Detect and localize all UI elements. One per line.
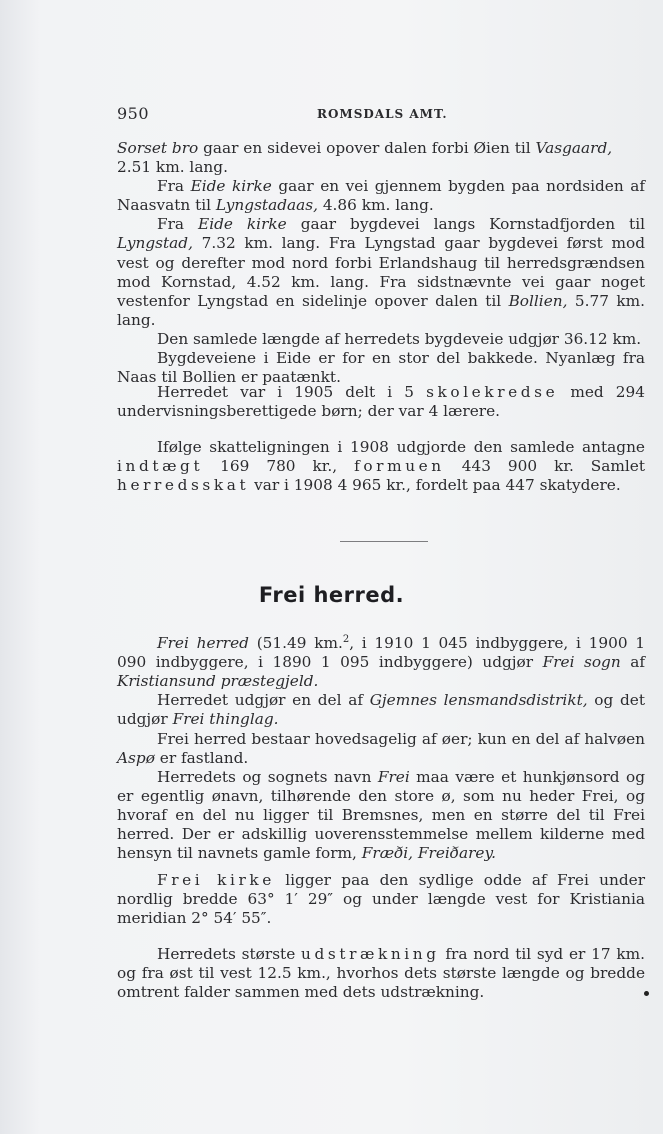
ink-speck	[644, 991, 649, 996]
paragraph-naasvatn: Fra Eide kirke gaar en vei gjennem bygden paa nordsiden af Naasvatn til Lyngstadaas, 4.86 km. lang.	[117, 177, 645, 215]
church-section	[117, 871, 645, 928]
paragraph-total-length: Den samlede længde af herredets bygdeveie udgjør 36.12 km.	[157, 329, 642, 348]
paragraph-church: Frei kirke ligger paa den sydlige odde af Frei under nordlig bredde 63° 1′ 29″ og under længde vest for Kristiania meridian 2° 54′ 55″.	[117, 871, 646, 928]
paragraph-name: Herredets og sognets navn Frei maa være et hunkjønsord og er egentlig ønavn, tilhørende den store ø, som nu heder Frei, og hvoraf en del nu ligger til Bremsnes, men en større del til Frei herred. Der er adskillig uoverensstemmelse mellem kilderne med hensyn til navnets gamle form, Fræði, Freiðarey.	[117, 767, 646, 863]
page-number: 950	[117, 104, 150, 123]
section-divider	[340, 541, 428, 542]
paragraph-frei-population: Frei herred (51.49 km.$^2$, i 1910 1 045 indbyggere, i 1900 1 090 indbyggere, i 1890 1 095 indbyggere) udgjør Frei sogn af Kristiansund præstegjeld.	[117, 634, 646, 691]
tax-section	[117, 438, 645, 495]
page-header	[117, 104, 647, 128]
extent-section	[117, 945, 645, 1002]
paragraph-extent: Herredets største udstrækning fra nord til syd er 17 km. og fra øst til vest 12.5 km., hvorhos dets største længde og bredde omtrent falder sammen med dets udstrækning.	[117, 945, 645, 1002]
place-sorset-bro: Sorset bro	[117, 139, 199, 157]
section-title: Frei herred.	[258, 583, 405, 607]
paragraph-islands: Frei herred bestaar hovedsagelig af øer; kun en del af halvøen Aspø er fastland.	[117, 729, 645, 767]
paragraph-hilly-roads: Bygdeveiene i Eide er for en stor del bakkede. Nyanlæg fra Naas til Bollien er paatænkt.	[117, 349, 645, 387]
place-vasgaard: Vasgaard,	[535, 139, 613, 157]
running-head: ROMSDALS AMT.	[317, 107, 448, 121]
paragraph-lensmand: Herredet udgjør en del af Gjemnes lensmandsdistrikt, og det udgjør Frei thinglag.	[117, 691, 646, 729]
frei-herred-section	[117, 630, 645, 863]
paragraph-schools: Herredet var i 1905 delt i 5 skolekredse med 294 undervisningsberettigede børn; der var 4 lærere.	[117, 383, 645, 421]
paragraph-lyngstad: Fra Eide kirke gaar bygdevei langs Kornstadfjorden til Lyngstad, 7.32 km. lang. Fra Lyngstad gaar bygdevei først mod vest og derefter mod nord forbi Erlandshaug til herredsgrændsen mod Kornstad, 4.52 km. lang. Fra sidstnævnte vei gaar noget vestenfor Lyngstad en sidelinje opover dalen til Bollien, 5.77 km. lang.	[117, 215, 645, 329]
roads-section	[117, 139, 645, 387]
school-section	[117, 383, 645, 421]
paragraph-tax: Ifølge skatteligningen i 1908 udgjorde den samlede antagne indtægt 169 780 kr., formuen 443 900 kr. Samlet herredsskat var i 1908 4 965 kr., fordelt paa 447 skatydere.	[117, 438, 645, 495]
paragraph-sorset-bro: Sorset bro gaar en sidevei opover dalen forbi Øien til Vasgaard, 2.51 km. lang.	[117, 139, 613, 177]
